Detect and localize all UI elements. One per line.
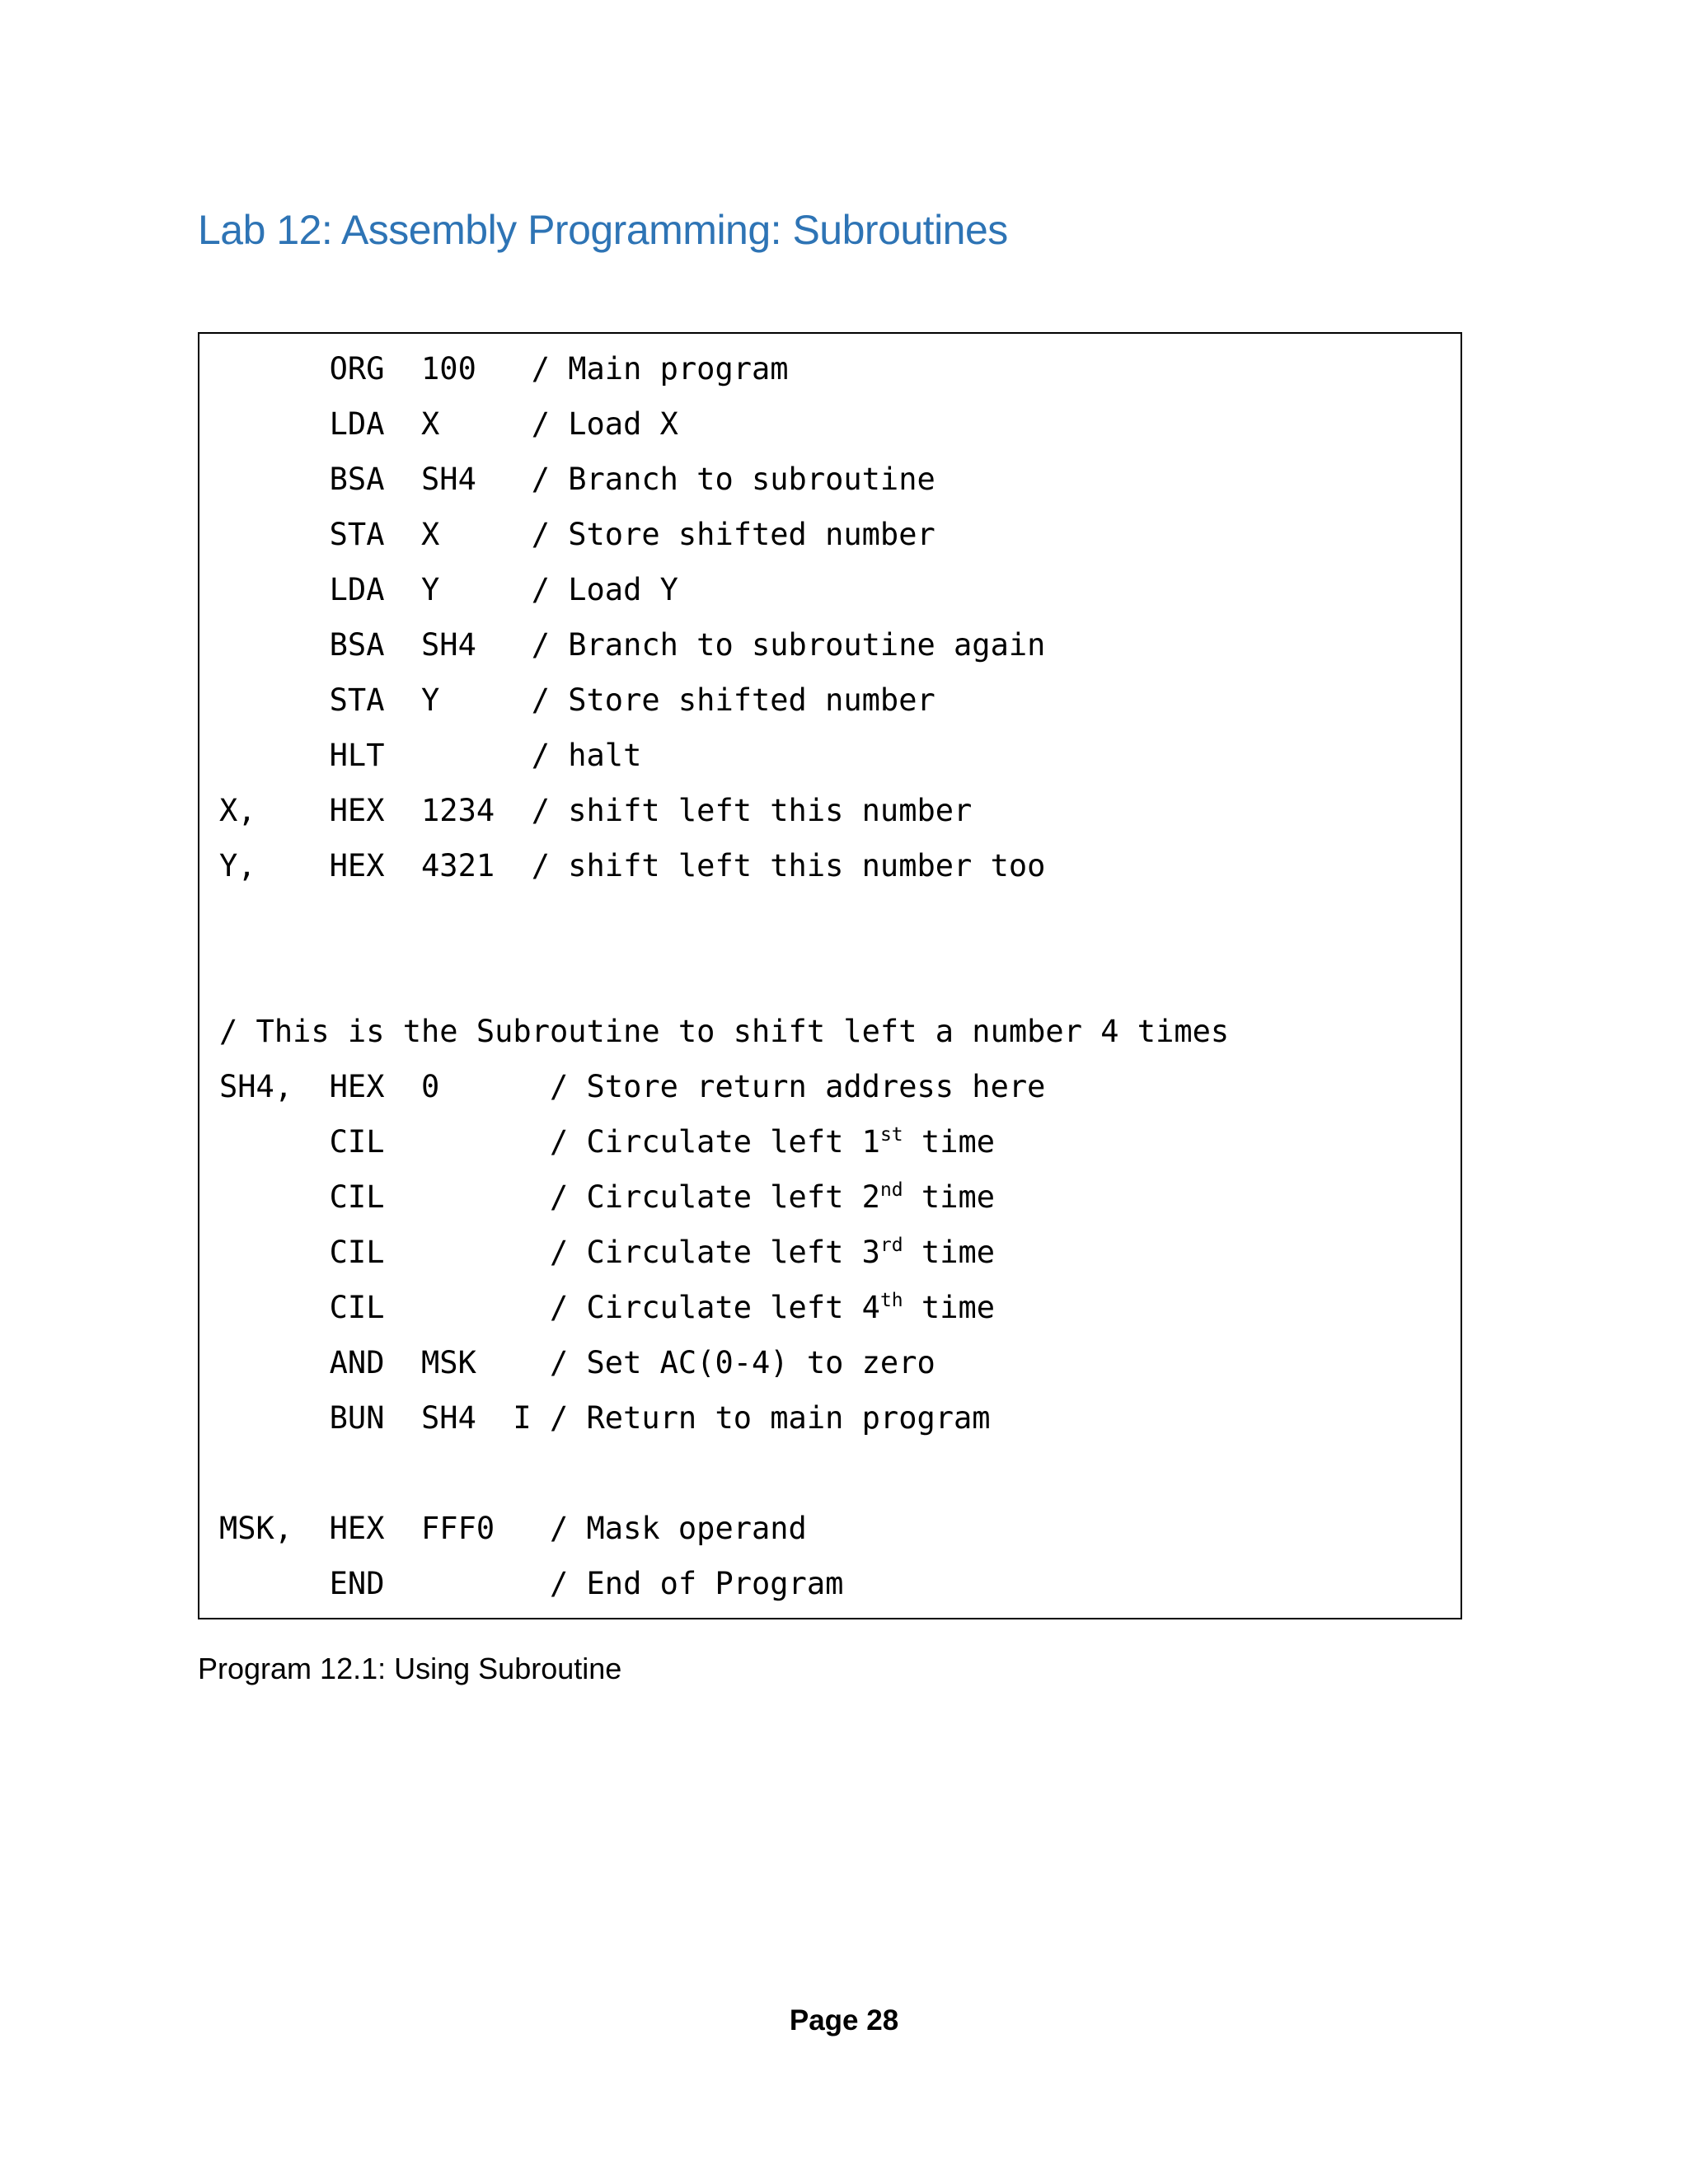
- code-listing: [219, 341, 1229, 1611]
- code-line-text: SH4, HEX 0 / Store return address here: [219, 1069, 1046, 1104]
- code-line-text: MSK, HEX FFF0 / Mask operand: [219, 1511, 807, 1546]
- code-line-tail: time: [903, 1124, 996, 1160]
- code-line-text: CIL / Circulate left 1: [219, 1124, 880, 1160]
- lab-title: Lab 12: Assembly Programming: Subroutines: [198, 207, 1008, 253]
- code-line-tail: time: [903, 1290, 996, 1325]
- code-line-tail: time: [903, 1235, 996, 1270]
- code-line-text: CIL / Circulate left 2: [219, 1179, 880, 1215]
- code-line: [219, 1169, 1229, 1225]
- code-line: [219, 1225, 1229, 1280]
- ordinal-suffix: th: [879, 1290, 903, 1311]
- code-line: [219, 1004, 1229, 1059]
- ordinal-suffix: rd: [879, 1235, 903, 1256]
- code-line: [219, 396, 1229, 452]
- code-line-text: ORG 100 / Main program: [219, 351, 789, 387]
- code-line: [219, 1390, 1229, 1446]
- ordinal-suffix: nd: [879, 1179, 903, 1201]
- code-line: [219, 341, 1229, 396]
- code-line-text: AND MSK / Set AC(0-4) to zero: [219, 1345, 935, 1380]
- code-line: [219, 893, 1229, 949]
- code-line: [219, 949, 1229, 1004]
- code-line: [219, 1446, 1229, 1501]
- code-line: [219, 1059, 1229, 1114]
- code-line-tail: time: [903, 1179, 996, 1215]
- code-line: [219, 1280, 1229, 1335]
- code-line: [219, 452, 1229, 507]
- code-line-text: / This is the Subroutine to shift left a number 4 times: [219, 1014, 1230, 1049]
- code-line-text: HLT / halt: [219, 738, 642, 773]
- code-line: [219, 617, 1229, 673]
- program-caption: Program 12.1: Using Subroutine: [198, 1652, 622, 1685]
- code-line: [219, 783, 1229, 838]
- code-listing-box: [198, 332, 1462, 1619]
- code-line-text: CIL / Circulate left 4: [219, 1290, 880, 1325]
- code-line-text: STA Y / Store shifted number: [219, 682, 935, 718]
- code-line-text: CIL / Circulate left 3: [219, 1235, 880, 1270]
- code-line: [219, 1501, 1229, 1556]
- code-line-text: LDA X / Load X: [219, 406, 678, 442]
- code-line: [219, 838, 1229, 893]
- code-line-text: BUN SH4 I / Return to main program: [219, 1400, 991, 1436]
- code-line-text: BSA SH4 / Branch to subroutine again: [219, 627, 1046, 663]
- code-line: [219, 1114, 1229, 1169]
- code-line-text: STA X / Store shifted number: [219, 517, 935, 552]
- code-line: [219, 562, 1229, 617]
- code-line-text: LDA Y / Load Y: [219, 572, 678, 607]
- code-line-text: END / End of Program: [219, 1566, 844, 1601]
- code-line: [219, 728, 1229, 783]
- code-line: [219, 673, 1229, 728]
- code-line-text: Y, HEX 4321 / shift left this number too: [219, 848, 1046, 883]
- code-line-text: X, HEX 1234 / shift left this number: [219, 793, 973, 828]
- ordinal-suffix: st: [879, 1124, 903, 1146]
- code-line-text: BSA SH4 / Branch to subroutine: [219, 462, 935, 497]
- code-line: [219, 1556, 1229, 1611]
- code-line: [219, 1335, 1229, 1390]
- page-number: Page 28: [789, 2004, 899, 2036]
- code-line: [219, 507, 1229, 562]
